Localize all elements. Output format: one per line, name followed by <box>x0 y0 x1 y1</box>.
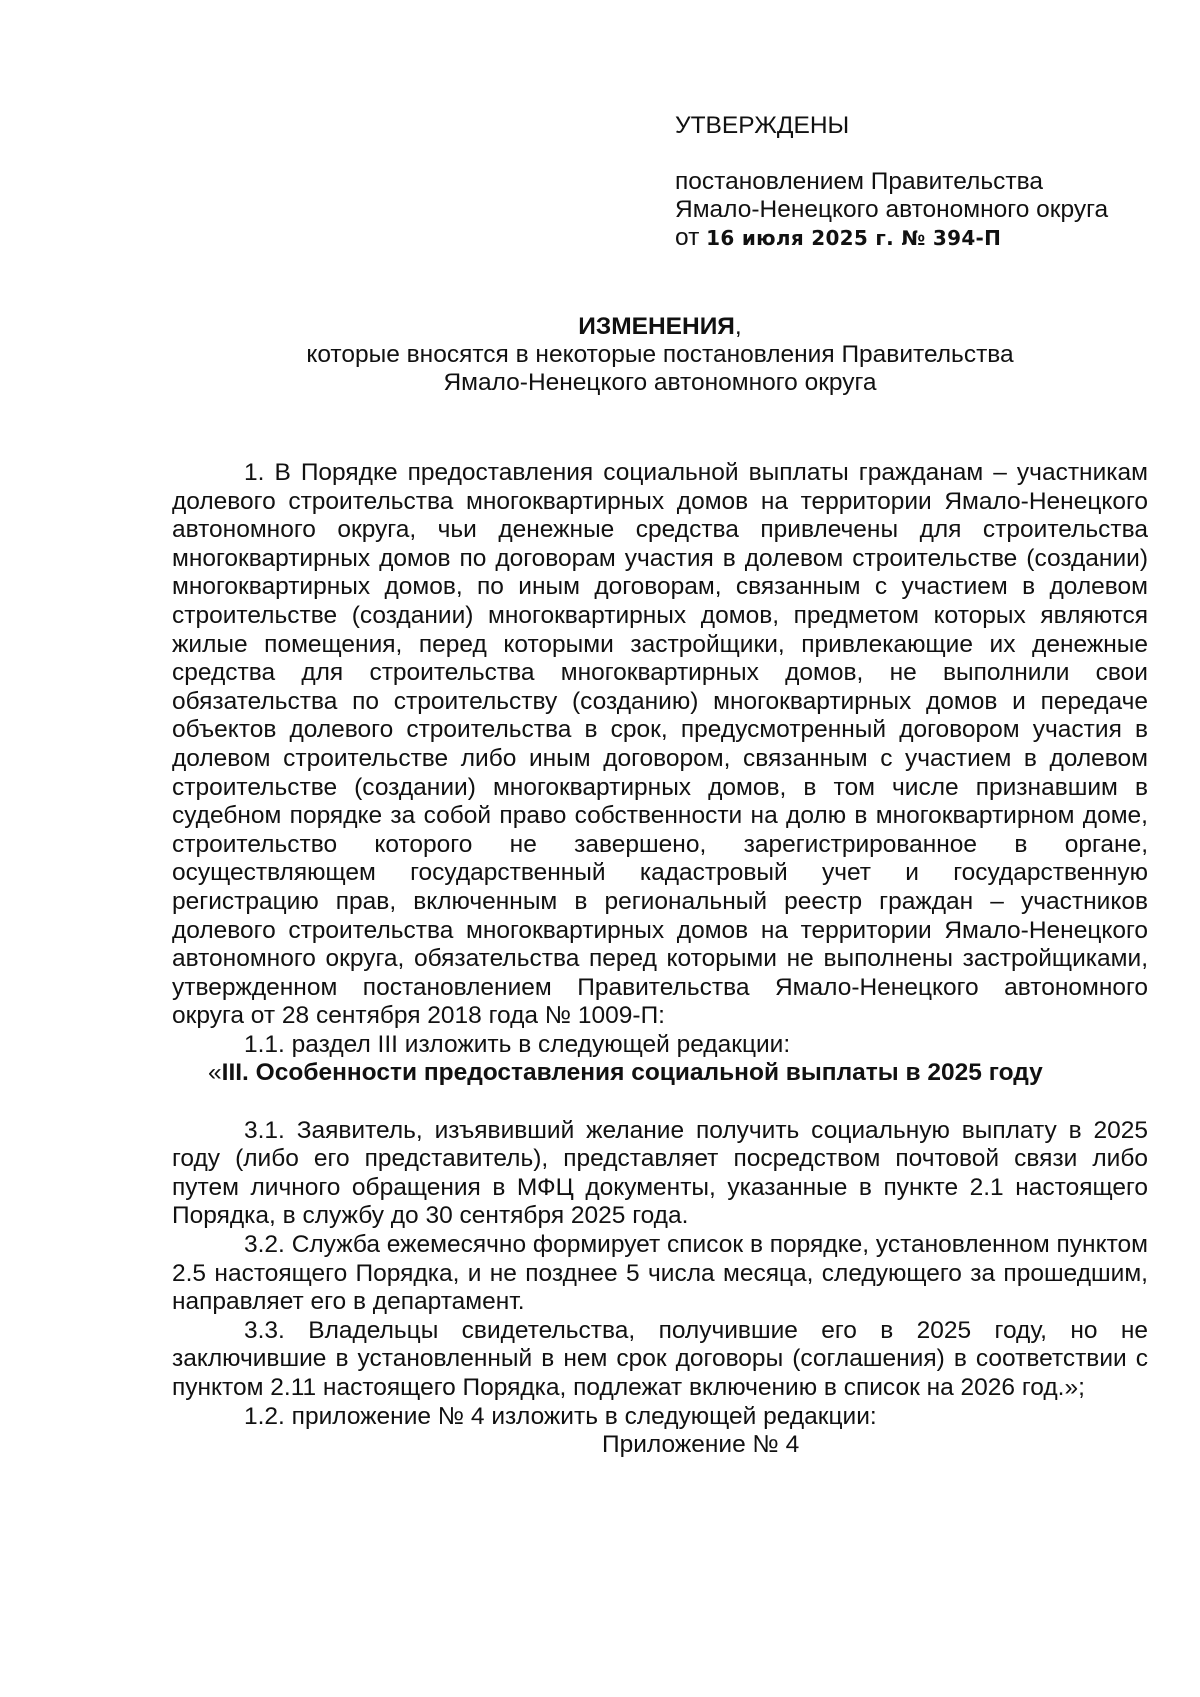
approval-line-2: Ямало-Ненецкого автономного округа <box>675 196 1109 223</box>
approval-line-1: постановлением Правительства <box>675 168 1043 195</box>
paragraph-3-1: 3.1. Заявитель, изъявивший желание получить социальную выплату в 2025 году (либо его представитель), представляет посредством почтовой связи либо путем личного обращения в МФЦ документы, указанные в пункте 2.1 настоящего Порядка, в службу до 30 сентября 2025 года. <box>172 1116 1148 1230</box>
title-line-2: которые вносятся в некоторые постановления Правительства <box>306 341 1014 368</box>
paragraph-1-1: 1.1. раздел III изложить в следующей редакции: <box>244 1030 791 1058</box>
title-line-3: Ямало-Ненецкого автономного округа <box>443 369 877 396</box>
section-heading <box>172 1059 1148 1088</box>
title-line-1 <box>160 313 1160 341</box>
paragraph-1-2: 1.2. приложение № 4 изложить в следующей редакции: <box>244 1402 877 1430</box>
approval-stamp-block <box>675 112 1175 252</box>
section-open-quote: « <box>208 1059 222 1087</box>
document-body <box>172 459 1148 1460</box>
paragraph-3-2: 3.2. Служба ежемесячно формирует список в порядке, установленном пунктом 2.5 настоящего Порядка, и не позднее 5 числа месяца, следующего за прошедшим, направляет его в департамент. <box>172 1231 1148 1316</box>
title-comma: , <box>734 313 742 340</box>
appendix-label: Приложение № 4 <box>602 1431 800 1459</box>
title-main: ИЗМЕНЕНИЯ <box>578 313 735 340</box>
paragraph-3-3: 3.3. Владельцы свидетельства, получившие его в 2025 году, но не заключившие в установленный в нем срок договоры (соглашения) в соответствии с пунктом 2.11 настоящего Порядка, подлежат включению в список на 2026 год.»; <box>172 1316 1148 1401</box>
section-title: III. Особенности предоставления социальной выплаты в 2025 году <box>221 1059 1043 1087</box>
document-title <box>160 313 1160 397</box>
approval-date-prefix: от <box>675 224 700 251</box>
approval-date-number: 16 июля 2025 г. № 394-П <box>706 226 1002 250</box>
paragraph-1: 1. В Порядке предоставления социальной выплаты гражданам – участникам долевого строительства многоквартирных домов на территории Ямало-Ненецкого автономного округа, чьи денежные средства привлечены для строительства многоквартирных домов по договорам участия в долевом строительстве (создании) многоквартирных домов, по иным договорам, связанным с участием в долевом строительстве (создании) многоквартирных домов, предметом которых являются жилые помещения, перед которыми застройщики, привлекающие их денежные средства для строительства многоквартирных домов, не выполнили свои обязательства по строительству (созданию) многоквартирных домов и передаче объектов долевого строительства в срок, предусмотренный договором участия в долевом строительстве либо иным договором, связанным с участием в долевом строительстве (создании) многоквартирных домов, в том числе признавшим в судебном порядке за собой право собственности на долю в многоквартирном доме, строительство которого не завершено, зарегистрированное в органе, осуществляющем государственный кадастровый учет и государственную регистрацию прав, включенным в региональный реестр граждан – участников долевого строительства многоквартирных домов на территории Ямало-Ненецкого автономного округа, обязательства перед которыми не выполнены застройщиками, утвержденном постановлением Правительства Ямало-Ненецкого автономного округа от 28 сентября 2018 года № 1009-П: <box>172 459 1148 1030</box>
approval-heading: УТВЕРЖДЕНЫ <box>675 112 850 139</box>
approval-date-line <box>675 224 1175 252</box>
